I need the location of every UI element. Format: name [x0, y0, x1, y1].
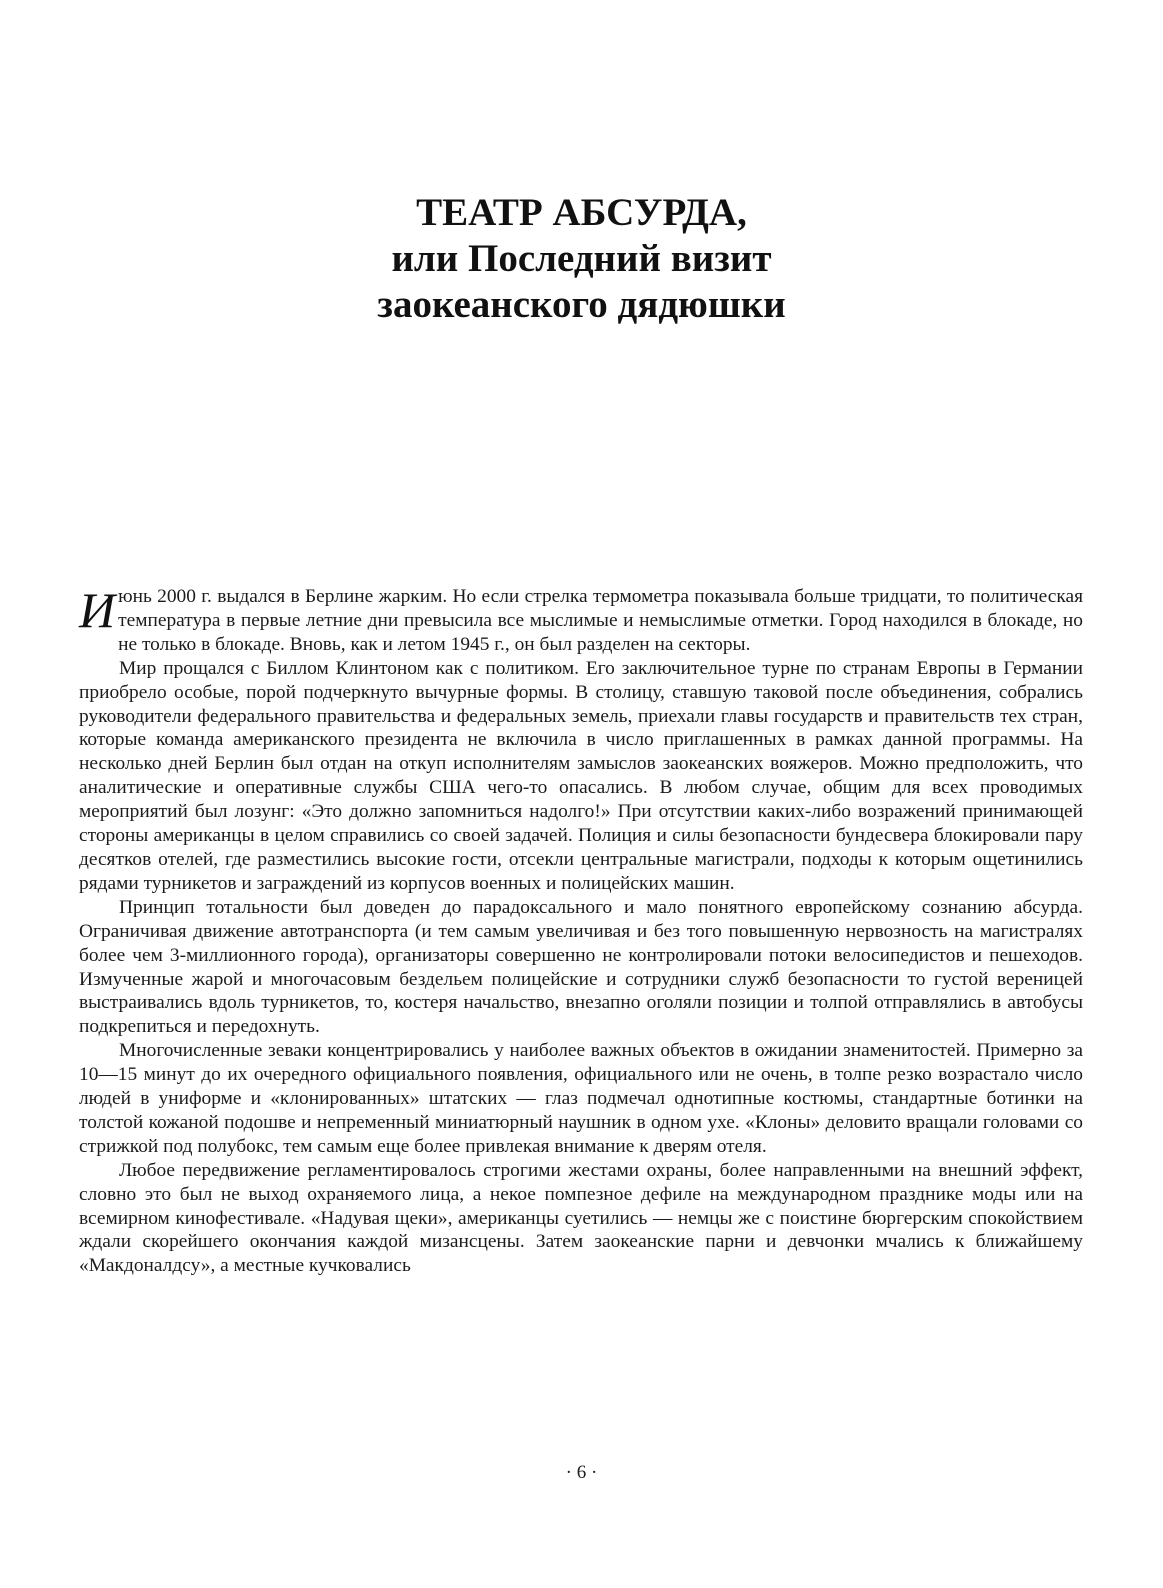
paragraph-1-text: юнь 2000 г. выдался в Берлине жарким. Но если стрелка термометра показывала больше тридцати, то политическая температура в первые летние дни превысила все мыслимые и немыслимые отметки. Город находился в блокаде, но не только в блокаде. Вновь, как и летом 1945 г., он был разделен на секторы. — [118, 586, 1083, 655]
chapter-title — [0, 190, 1163, 328]
drop-cap: И — [79, 582, 116, 638]
chapter-title-line-3: заокеанского дядюшки — [377, 283, 786, 326]
paragraph-5: Любое передвижение регламентировалось строгими жестами охраны, более направленными на внешний эффект, словно это был не выход охраняемого лица, а некое помпезное дефиле на международном празднике моды или на всемирном кинофестивале. «Надувая щеки», американцы суетились — немцы же с поистине бюргерским спокойствием ждали скорейшего окончания каждой мизансцены. Затем заокеанские парни и девчонки мчались к ближайшему «Макдоналдсу», а местные кучковались — [79, 1159, 1083, 1277]
paragraph-2: Мир прощался с Биллом Клинтоном как с политиком. Его заключительное турне по странам Европы в Германии приобрело особые, порой подчеркнуто вычурные формы. В столицу, ставшую таковой после объединения, собрались руководители федерального правительства и федеральных земель, приехали главы государств и правительств тех стран, которые команда американского президента не включила в число приглашенных в рамках данной программы. На несколько дней Берлин был отдан на откуп исполнителям замыслов заокеанских вояжеров. Можно предположить, что аналитические и оперативные службы США чего-то опасались. В любом случае, общим для всех проводимых мероприятий был лозунг: «Это должно запомниться надолго!» При отсутствии каких-либо возражений принимающей стороны американцы в целом справились со своей задачей. Полиция и силы безопасности бундесвера блокировали пару десятков отелей, где разместились высокие гости, отсекли центральные магистрали, подходы к которым ощетинились рядами турникетов и заграждений из корпусов военных и полицейских машин. — [79, 657, 1083, 894]
paragraph-3: Принцип тотальности был доведен до парадоксального и мало понятного европейскому сознанию абсурда. Ограничивая движение автотранспорта (и тем самым увеличивая и без того повышенную нервозность на магистралях более чем 3-миллионного города), организаторы совершенно не контролировали потоки велосипедистов и пешеходов. Измученные жарой и многочасовым бездельем полицейские и сотрудники служб безопасности то густой вереницей выстраивались вдоль турникетов, то, костеря начальство, внезапно оголяли позиции и толпой отправлялись в автобусы подкрепиться и передохнуть. — [79, 896, 1083, 1038]
chapter-body — [79, 582, 1083, 1278]
paragraph-4: Многочисленные зеваки концентрировались у наиболее важных объектов в ожидании знаменитостей. Примерно за 10—15 минут до их очередного официального появления, официального или не очень, в толпе резко возрастало число людей в униформе и «клонированных» штатских — глаз подмечал однотипные костюмы, стандартные ботинки на толстой кожаной подошве и непременный миниатюрный наушник в одном ухе. «Клоны» деловито вращали головами со стрижкой под полубокс, тем самым еще более привлекая внимание к дверям отеля. — [79, 1040, 1083, 1157]
paragraph-1 — [79, 582, 1083, 657]
chapter-title-line-2: или Последний визит — [391, 237, 772, 280]
page-number: · 6 · — [565, 1462, 598, 1483]
chapter-title-line-1: ТЕАТР АБСУРДА, — [416, 191, 747, 234]
